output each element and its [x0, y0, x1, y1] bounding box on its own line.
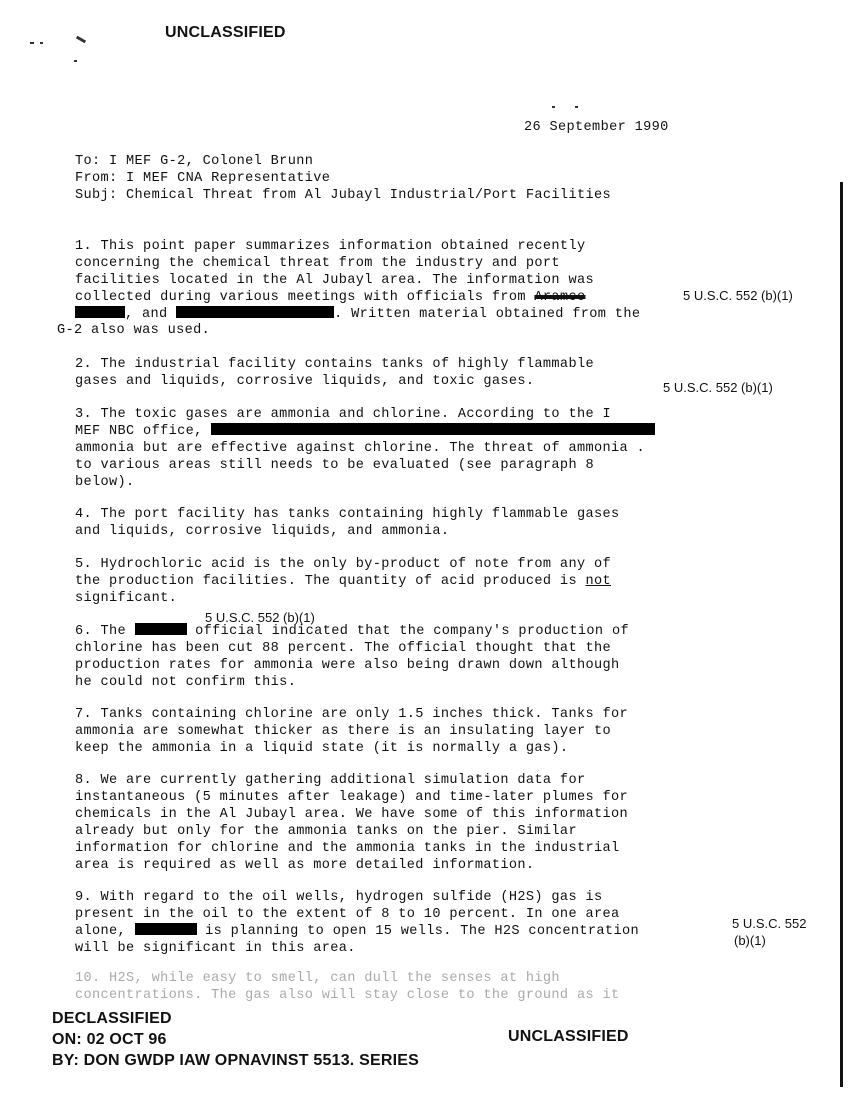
text-line: ammonia are somewhat thicker as there is an insulating layer to: [75, 724, 611, 739]
text-line: 3. The toxic gases are ammonia and chlorine. According to the I: [75, 407, 611, 422]
paragraph-6: [75, 623, 775, 691]
memo-subject: Subj: Chemical Threat from Al Jubayl Industrial/Port Facilities: [75, 188, 611, 203]
text-line: G-2 also was used.: [57, 323, 211, 338]
scan-edge-line: [840, 182, 843, 1087]
classification-bottom: UNCLASSIFIED: [508, 1028, 629, 1045]
text-span: , and: [125, 307, 168, 322]
text-line: 8. We are currently gathering additional simulation data for: [75, 773, 586, 788]
text-line: below).: [75, 475, 135, 490]
paragraph-3: [75, 406, 775, 491]
text-line: chlorine has been cut 88 percent. The official thought that the: [75, 641, 611, 656]
text-line: present in the oil to the extent of 8 to 10 percent. In one area: [75, 907, 620, 922]
declassified-stamp: DECLASSIFIED: [52, 1010, 172, 1027]
text-line: he could not confirm this.: [75, 675, 297, 690]
declassified-date: ON: 02 OCT 96: [52, 1031, 167, 1048]
paragraph-10: [75, 970, 775, 1004]
exemption-label: (b)(1): [734, 933, 766, 948]
paragraph-1: [75, 238, 775, 323]
scan-speck: [575, 106, 578, 108]
memo-to: To: I MEF G-2, Colonel Brunn: [75, 154, 314, 169]
text-line: 7. Tanks containing chlorine are only 1.5 inches thick. Tanks for: [75, 707, 628, 722]
text-line: chemicals in the Al Jubayl area. We have some of this information: [75, 807, 628, 822]
scan-speck: [74, 60, 77, 62]
text-line: 1. This point paper summarizes information obtained recently: [75, 239, 586, 254]
scan-speck: [30, 42, 34, 44]
scan-speck: [76, 36, 86, 44]
exemption-label: 5 U.S.C. 552 (b)(1): [663, 380, 773, 395]
text-span: MEF NBC office,: [75, 424, 203, 439]
redaction-block: [135, 623, 187, 635]
text-line: 4. The port facility has tanks containing highly flammable gases: [75, 507, 620, 522]
memo-header: [75, 153, 775, 204]
text-line: 5. Hydrochloric acid is the only by-product of note from any of: [75, 557, 611, 572]
text-span: official indicated that the company's production of: [195, 624, 629, 639]
redaction-block: [176, 306, 334, 318]
exemption-label: 5 U.S.C. 552: [732, 916, 807, 931]
scan-speck: [552, 106, 555, 108]
text-span: 6. The: [75, 624, 127, 639]
underlined-text: not: [585, 574, 611, 589]
text-span: the production facilities. The quantity of acid produced is: [75, 574, 577, 589]
text-line: to various areas still needs to be evaluated (see paragraph 8: [75, 458, 594, 473]
text-line: and liquids, corrosive liquids, and ammonia.: [75, 524, 450, 539]
redaction-block: [211, 423, 655, 435]
text-line: [75, 289, 775, 306]
text-line: [75, 923, 775, 940]
text-span: alone,: [75, 924, 127, 939]
text-line: concerning the chemical threat from the industry and port: [75, 256, 560, 271]
text-line: significant.: [75, 591, 178, 606]
paragraph-9: [75, 889, 775, 957]
text-line: area is required as well as more detailed information.: [75, 858, 535, 873]
text-line: concentrations. The gas also will stay close to the ground as it: [75, 988, 620, 1003]
paragraph-8: [75, 772, 775, 874]
text-line: [75, 573, 775, 590]
text-line: keep the ammonia in a liquid state (it is normally a gas).: [75, 741, 569, 756]
text-span: is planning to open 15 wells. The H2S concentration: [205, 924, 639, 939]
paragraph-4: [75, 506, 775, 540]
paragraph-5: [75, 556, 775, 607]
text-line: will be significant in this area.: [75, 941, 356, 956]
text-span: . Written material obtained from the: [334, 307, 641, 322]
text-line: production rates for ammonia were also being drawn down although: [75, 658, 620, 673]
declassified-authority: BY: DON GWDP IAW OPNAVINST 5513. SERIES: [52, 1052, 419, 1069]
exemption-label: 5 U.S.C. 552 (b)(1): [205, 610, 315, 625]
text-line: already but only for the ammonia tanks on the pier. Similar: [75, 824, 577, 839]
text-line: gases and liquids, corrosive liquids, and toxic gases.: [75, 374, 535, 389]
classification-top: UNCLASSIFIED: [165, 24, 286, 41]
exemption-label: 5 U.S.C. 552 (b)(1): [683, 288, 793, 303]
scan-speck: [40, 42, 43, 44]
redaction-block: [135, 923, 197, 935]
text-line: 2. The industrial facility contains tanks of highly flammable: [75, 357, 594, 372]
text-line: facilities located in the Al Jubayl area. The information was: [75, 273, 594, 288]
text-line: ammonia but are effective against chlorine. The threat of ammonia .: [75, 441, 646, 456]
text-line: 9. With regard to the oil wells, hydrogen sulfide (H2S) gas is: [75, 890, 603, 905]
text-line: 10. H2S, while easy to smell, can dull the senses at high: [75, 971, 560, 986]
text-line: information for chlorine and the ammonia tanks in the industrial: [75, 841, 620, 856]
text-line: [75, 423, 775, 440]
redaction-block: [75, 306, 125, 318]
text-line: [75, 306, 775, 323]
memo-date: 26 September 1990: [524, 120, 669, 135]
struck-text: Aramco: [534, 290, 586, 305]
text-line: [75, 623, 775, 640]
text-line: instantaneous (5 minutes after leakage) and time-later plumes for: [75, 790, 628, 805]
text-span: collected during various meetings with officials from: [75, 290, 526, 305]
paragraph-7: [75, 706, 775, 757]
memo-from: From: I MEF CNA Representative: [75, 171, 331, 186]
